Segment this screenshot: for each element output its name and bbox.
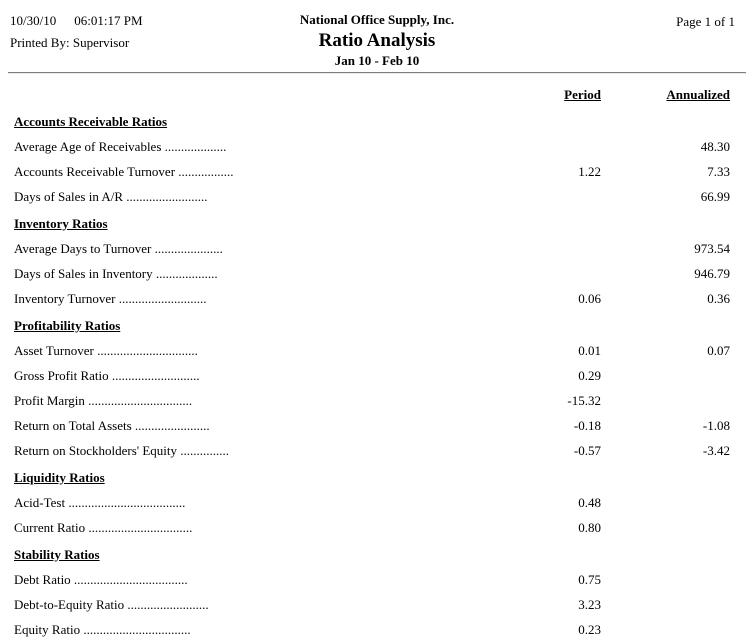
- ratio-annualized-value: 7.33: [707, 164, 730, 179]
- ratio-row: [14, 286, 730, 311]
- ratio-period-value: 0.80: [578, 520, 601, 535]
- ratio-label: Profit Margin ................................: [14, 393, 193, 408]
- ratio-annualized-value: 48.30: [700, 139, 730, 154]
- ratio-period-value: [521, 236, 601, 261]
- ratio-annualized-value: [601, 617, 730, 642]
- ratio-period-value: 0.75: [578, 572, 601, 587]
- ratio-label: Average Age of Receivables ...................: [14, 139, 227, 154]
- ratio-annualized-value: 66.99: [700, 189, 730, 204]
- column-header-period: Period: [564, 87, 601, 102]
- ratio-annualized-value: [601, 592, 730, 617]
- section-title-row: [14, 313, 730, 338]
- ratio-annualized-value: 946.79: [694, 266, 730, 281]
- section-title: Inventory Ratios: [14, 216, 108, 231]
- ratio-row: [14, 184, 730, 209]
- section-title-row: [14, 109, 730, 134]
- ratio-row: [14, 236, 730, 261]
- ratio-annualized-value: [601, 515, 730, 540]
- ratio-annualized-value: 0.07: [707, 343, 730, 358]
- section-title: Stability Ratios: [14, 547, 100, 562]
- section-inventory-ratios: [14, 211, 730, 311]
- section-title: Profitability Ratios: [14, 318, 121, 333]
- ratio-row: [14, 438, 730, 463]
- ratio-annualized-value: -1.08: [702, 418, 730, 433]
- ratio-annualized-value: 973.54: [694, 241, 730, 256]
- ratio-label: Return on Stockholders' Equity ...............: [14, 443, 230, 458]
- ratio-row: [14, 592, 730, 617]
- ratio-label: Average Days to Turnover .....................: [14, 241, 223, 256]
- section-title-row: [14, 465, 730, 490]
- ratio-row: [14, 388, 730, 413]
- ratio-row: [14, 338, 730, 363]
- ratio-period-value: 0.01: [578, 343, 601, 358]
- ratio-row: [14, 490, 730, 515]
- printed-by-value: Supervisor: [72, 35, 130, 50]
- company-name: National Office Supply, Inc.: [299, 12, 455, 27]
- print-date: 10/30/10: [10, 13, 57, 28]
- ratio-period-value: 3.23: [578, 597, 601, 612]
- ratio-row: [14, 413, 730, 438]
- column-header-row: [14, 87, 730, 103]
- report-title-block: [0, 12, 754, 69]
- ratio-label: Return on Total Assets .......................: [14, 418, 210, 433]
- ratio-row: [14, 515, 730, 540]
- ratio-label: Inventory Turnover ...........................: [14, 291, 207, 306]
- report-header: [0, 0, 754, 72]
- page-number: Page 1 of 1: [676, 14, 735, 29]
- ratio-annualized-value: [601, 567, 730, 592]
- section-stability-ratios: [14, 542, 730, 642]
- ratio-annualized-value: 0.36: [707, 291, 730, 306]
- ratio-label: Accounts Receivable Turnover .................: [14, 164, 234, 179]
- column-header-annualized: Annualized: [666, 87, 730, 102]
- print-time: 06:01:17 PM: [74, 13, 143, 28]
- ratio-annualized-value: -3.42: [702, 443, 730, 458]
- column-spacer: [14, 87, 521, 103]
- ratio-label: Asset Turnover ...............................: [14, 343, 198, 358]
- ratio-period-value: -0.57: [573, 443, 601, 458]
- ratio-period-value: [521, 261, 601, 286]
- ratio-label: Acid-Test ....................................: [14, 495, 186, 510]
- ratio-period-value: 0.23: [578, 622, 601, 637]
- ratio-row: [14, 567, 730, 592]
- ratio-period-value: -15.32: [567, 393, 601, 408]
- section-title-row: [14, 211, 730, 236]
- ratio-annualized-value: [601, 363, 730, 388]
- ratio-label: Debt-to-Equity Ratio .........................: [14, 597, 209, 612]
- section-title: Liquidity Ratios: [14, 470, 105, 485]
- ratio-label: Days of Sales in A/R .........................: [14, 189, 208, 204]
- column-header-period-cell: [521, 87, 601, 103]
- section-title: Accounts Receivable Ratios: [14, 114, 168, 129]
- ratio-period-value: -0.18: [573, 418, 601, 433]
- ratio-label: Days of Sales in Inventory ...................: [14, 266, 218, 281]
- ratio-row: [14, 159, 730, 184]
- ratio-period-value: [521, 184, 601, 209]
- section-profitability-ratios: [14, 313, 730, 463]
- report-body: [14, 73, 730, 642]
- ratio-label: Current Ratio ................................: [14, 520, 193, 535]
- printed-by-label: Printed By:: [10, 35, 70, 50]
- ratio-label: Gross Profit Ratio ...........................: [14, 368, 200, 383]
- ratio-period-value: [521, 134, 601, 159]
- ratio-annualized-value: [601, 490, 730, 515]
- ratio-period-value: 0.29: [578, 368, 601, 383]
- report-title: Ratio Analysis: [318, 30, 436, 51]
- section-accounts-receivable-ratios: [14, 109, 730, 209]
- column-header-annualized-cell: [601, 87, 730, 103]
- ratio-row: [14, 363, 730, 388]
- ratio-row: [14, 617, 730, 642]
- ratio-period-value: 1.22: [578, 164, 601, 179]
- report-period-range: Jan 10 - Feb 10: [334, 53, 420, 68]
- ratio-row: [14, 134, 730, 159]
- ratio-period-value: 0.48: [578, 495, 601, 510]
- ratio-annualized-value: [601, 388, 730, 413]
- section-title-row: [14, 542, 730, 567]
- ratio-label: Debt Ratio ...................................: [14, 572, 188, 587]
- ratio-label: Equity Ratio .................................: [14, 622, 191, 637]
- ratio-period-value: 0.06: [578, 291, 601, 306]
- ratio-row: [14, 261, 730, 286]
- section-liquidity-ratios: [14, 465, 730, 540]
